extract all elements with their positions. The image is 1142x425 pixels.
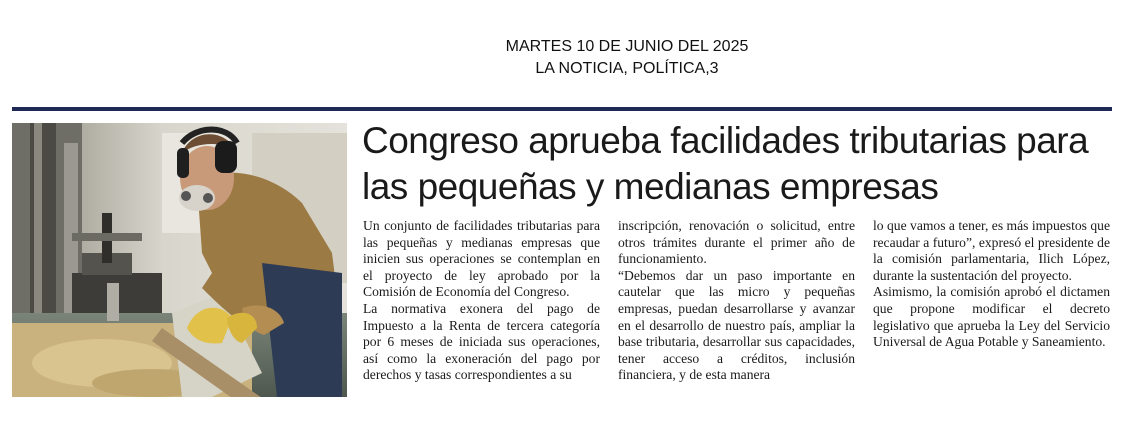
column-2-paragraph-1: inscripción, renovación o solicitud, entre otros trámites durante el primer año de funcionamiento. — [618, 218, 855, 267]
column-1-paragraph-2: La normativa exonera del pago de Impuesto a la Renta de tercera categoría por 6 meses de iniciada sus operaciones, así como la exoneración del pago por derechos y tasas correspondientes a su — [363, 300, 600, 383]
article-column-3 — [873, 218, 1110, 351]
article-column-1 — [363, 218, 600, 384]
article-headline: Congreso aprueba facilidades tributarias para las pequeñas y medianas empresas — [362, 120, 1089, 207]
column-3-paragraph-1: lo que vamos a tener, es más impuestos que recaudar a futuro”, expresó el presidente de la comisión parlamentaria, Ilich López, durante la sustentación del proyecto. — [873, 218, 1110, 283]
worker-woodworking-photo — [12, 123, 347, 397]
column-1-paragraph-1: Un conjunto de facilidades tributarias para las pequeñas y medianas empresas que inicien sus operaciones se contemplan en el proyecto de ley aprobado por la Comisión de Economía del Congreso. — [363, 218, 600, 300]
article-photo — [12, 123, 347, 397]
column-2-paragraph-2: “Debemos dar un paso importante en cautelar que las micro y pequeñas empresas, puedan desarrollarse y avanzar en el desarrollo de nuestro país, ampliar la base tributaria, desarrollar sus capacidades, tener acceso a créditos, inclusión financiera, y de esta manera — [618, 267, 855, 383]
column-3-paragraph-2: Asimismo, la comisión aprobó el dictamen que propone modificar el decreto legislativo que aprueba la Ley del Servicio Universal de Agua Potable y Saneamiento. — [873, 284, 1110, 350]
date-line: MARTES 10 DE JUNIO DEL 2025 — [505, 38, 749, 55]
header-divider — [12, 107, 1112, 111]
masthead — [0, 36, 1142, 80]
article-column-2 — [618, 218, 855, 384]
source-line: LA NOTICIA, POLÍTICA,3 — [535, 60, 719, 77]
